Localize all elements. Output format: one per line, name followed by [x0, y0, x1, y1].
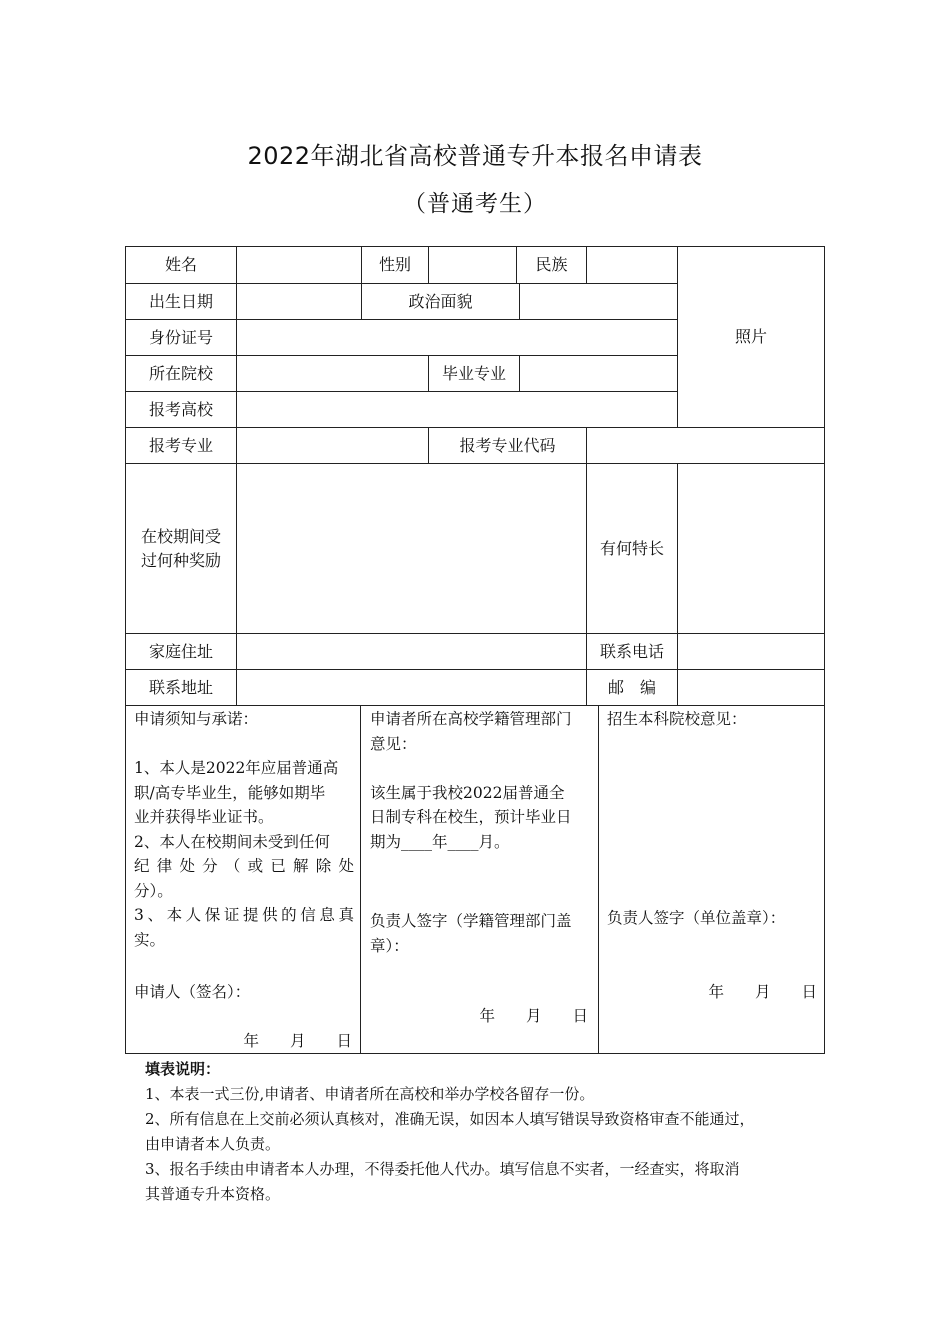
ethnicity-label: 民族: [535, 255, 568, 274]
pledge-item2-line1: 2、本人在校期间未受到任何: [134, 832, 330, 851]
id-field[interactable]: [237, 320, 677, 355]
admission-opinion-heading: 招生本科院校意见：: [607, 710, 747, 728]
school-signature-line2: 章）：: [370, 936, 409, 955]
awards-label-line2: 过何种奖励: [140, 550, 221, 570]
page-title: 2022年湖北省高校普通专升本报名申请表: [247, 142, 703, 170]
major-grad-field[interactable]: [520, 356, 677, 391]
pledge-item1-line1: 1、本人是2022年应届普通高: [134, 759, 339, 777]
school-field[interactable]: [237, 356, 428, 391]
gender-field[interactable]: [429, 247, 516, 283]
contact-address-field[interactable]: [237, 670, 586, 705]
pledge-item2-line2: 纪律处分（或已解除处: [134, 857, 354, 875]
awards-label: [126, 464, 236, 633]
birth-label: 出生日期: [148, 291, 213, 311]
admission-opinion: [607, 707, 819, 732]
form-notes: [145, 1057, 825, 1207]
applicant-date[interactable]: 年 月 日: [243, 1032, 352, 1050]
note-3-line1: 3、报名手续由申请者本人办理，不得委托他人代办。填写信息不实者，一经查实，将取消: [145, 1160, 740, 1178]
name-field[interactable]: [237, 247, 361, 283]
apply-major-code-field[interactable]: [587, 428, 824, 463]
school-opinion-heading-line1: 申请者所在高校学籍管理部门: [370, 710, 572, 728]
school-opinion-body-line1: 该生属于我校2022届普通全: [370, 783, 565, 802]
awards-field[interactable]: [237, 464, 586, 633]
name-label: 姓名: [164, 255, 197, 274]
school-date[interactable]: 年 月 日: [479, 1007, 588, 1025]
note-3-line2: 其普通专升本资格。: [145, 1185, 281, 1203]
note-2-line2: 由申请者本人负责。: [145, 1135, 281, 1153]
note-1: 1、本表一式三份,申请者、申请者所在高校和举办学校各留存一份。: [145, 1085, 595, 1103]
note-2-line1: 2、所有信息在上交前必须认真核对，准确无误，如因本人填写错误导致资格审查不能通过，: [145, 1110, 755, 1128]
apply-major-label: 报考专业: [148, 435, 213, 455]
school-opinion-heading-line2: 意见：: [370, 734, 417, 753]
contact-address-label: 联系地址: [148, 677, 213, 697]
pledge-item1-line3: 业并获得毕业证书。: [134, 808, 274, 826]
pledge-heading: 申请须知与承诺：: [134, 710, 259, 728]
birth-field[interactable]: [237, 284, 361, 319]
ethnicity-field[interactable]: [587, 247, 677, 283]
postcode-label: 邮 编: [607, 677, 656, 697]
notes-title: 填表说明：: [145, 1060, 221, 1078]
address-field[interactable]: [237, 634, 586, 669]
address-label: 家庭住址: [148, 641, 213, 661]
apply-school-field[interactable]: [237, 392, 677, 427]
applicant-signature[interactable]: 申请人（签名）：: [134, 982, 251, 1001]
photo-box[interactable]: 照片: [734, 327, 767, 346]
awards-label-line1: 在校期间受: [140, 526, 221, 546]
page-subtitle: （普通考生）: [403, 191, 547, 217]
political-label: 政治面貌: [408, 291, 473, 311]
school-label: 所在院校: [148, 363, 213, 383]
apply-major-field[interactable]: [237, 428, 428, 463]
applicant-pledge: [134, 707, 354, 1004]
school-opinion-body-line2: 日制专科在校生，预计毕业日: [370, 808, 572, 826]
pledge-item3-line1: 3、本人保证提供的信息真: [134, 906, 354, 924]
specialty-field[interactable]: [678, 464, 824, 633]
phone-field[interactable]: [678, 634, 824, 669]
school-opinion: [370, 707, 594, 958]
major-grad-label: 毕业专业: [441, 363, 506, 383]
admission-date[interactable]: 年 月 日: [708, 983, 817, 1001]
specialty-label: 有何特长: [599, 538, 664, 558]
school-signature-line1[interactable]: 负责人签字（学籍管理部门盖: [370, 912, 572, 930]
phone-label: 联系电话: [599, 641, 664, 661]
admission-signature[interactable]: 负责人签字（单位盖章）：: [607, 909, 786, 927]
pledge-item1-line2: 职/高专毕业生，能够如期毕: [134, 783, 326, 802]
pledge-item3-line2: 实。: [134, 930, 166, 949]
id-label: 身份证号: [148, 327, 213, 347]
gender-label: 性别: [378, 255, 411, 274]
apply-school-label: 报考高校: [148, 399, 213, 419]
apply-major-code-label: 报考专业代码: [459, 435, 556, 455]
pledge-item2-line3: 分）。: [134, 881, 173, 900]
political-field[interactable]: [520, 284, 677, 319]
postcode-field[interactable]: [678, 670, 824, 705]
school-opinion-body-line3[interactable]: 期为____年____月。: [370, 832, 510, 851]
